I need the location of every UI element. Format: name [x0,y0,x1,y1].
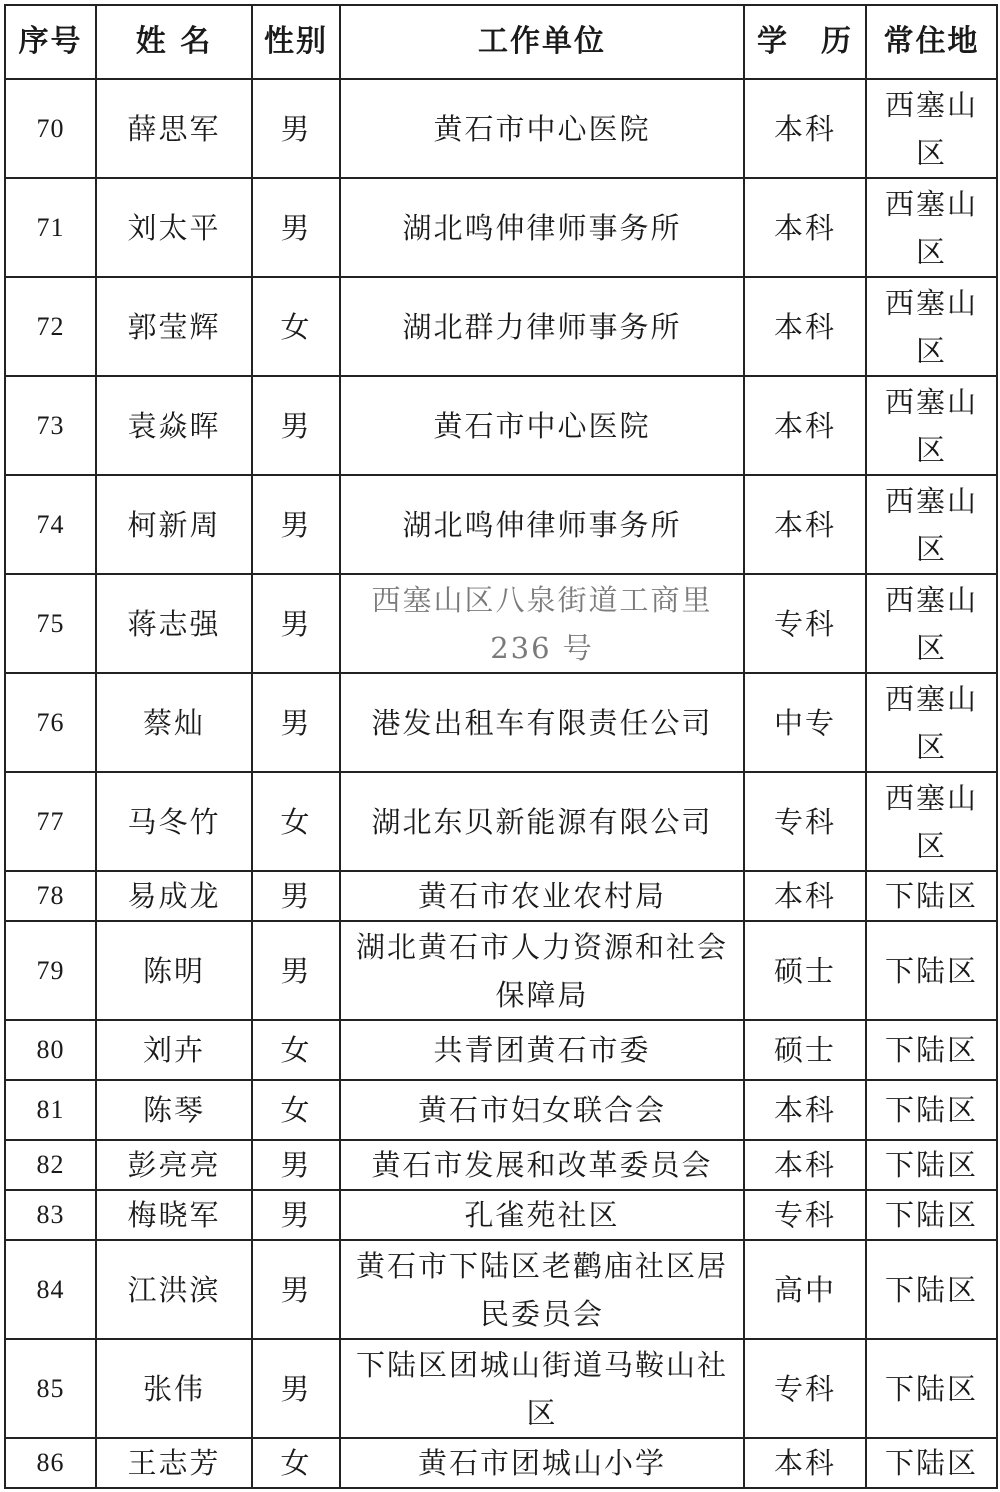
cell-residence: 下陆区 [866,1240,997,1339]
cell-unit: 黄石市妇女联合会 [340,1080,744,1140]
table-row [5,79,997,178]
cell-name: 易成龙 [96,871,252,921]
cell-name: 江洪滨 [96,1240,252,1339]
cell-name: 柯新周 [96,475,252,574]
header-gender: 性别 [252,5,340,79]
cell-num: 81 [5,1080,96,1140]
cell-gender: 男 [252,921,340,1020]
cell-name: 薛思军 [96,79,252,178]
cell-residence: 下陆区 [866,1438,997,1488]
table-row [5,871,997,921]
cell-edu: 本科 [744,1438,866,1488]
cell-edu: 高中 [744,1240,866,1339]
cell-gender: 男 [252,475,340,574]
cell-residence: 下陆区 [866,1080,997,1140]
cell-residence: 西塞山区 [866,673,997,772]
cell-residence: 西塞山区 [866,475,997,574]
cell-unit: 湖北黄石市人力资源和社会保障局 [340,921,744,1020]
cell-gender: 女 [252,1020,340,1080]
table-row [5,475,997,574]
cell-edu: 中专 [744,673,866,772]
cell-num: 84 [5,1240,96,1339]
cell-num: 75 [5,574,96,673]
cell-edu: 硕士 [744,1020,866,1080]
cell-gender: 男 [252,79,340,178]
cell-gender: 男 [252,1240,340,1339]
table-row [5,1140,997,1190]
cell-name: 梅晓军 [96,1190,252,1240]
table-row [5,921,997,1020]
cell-name: 刘太平 [96,178,252,277]
cell-num: 82 [5,1140,96,1190]
cell-name: 袁焱晖 [96,376,252,475]
cell-gender: 女 [252,1438,340,1488]
cell-num: 86 [5,1438,96,1488]
cell-gender: 男 [252,1140,340,1190]
cell-gender: 男 [252,673,340,772]
cell-residence: 下陆区 [866,921,997,1020]
cell-name: 郭莹辉 [96,277,252,376]
cell-gender: 男 [252,376,340,475]
cell-name: 王志芳 [96,1438,252,1488]
cell-unit: 黄石市农业农村局 [340,871,744,921]
cell-unit: 黄石市团城山小学 [340,1438,744,1488]
cell-edu: 本科 [744,871,866,921]
cell-num: 74 [5,475,96,574]
cell-unit: 黄石市发展和改革委员会 [340,1140,744,1190]
cell-edu: 本科 [744,1140,866,1190]
cell-edu: 专科 [744,772,866,871]
cell-name: 陈明 [96,921,252,1020]
cell-unit: 湖北鸣伸律师事务所 [340,178,744,277]
cell-unit: 下陆区团城山街道马鞍山社区 [340,1339,744,1438]
cell-unit: 黄石市下陆区老鹳庙社区居民委员会 [340,1240,744,1339]
header-name: 姓 名 [96,5,252,79]
cell-residence: 西塞山区 [866,277,997,376]
cell-edu: 本科 [744,1080,866,1140]
cell-unit: 孔雀苑社区 [340,1190,744,1240]
cell-unit: 黄石市中心医院 [340,376,744,475]
cell-gender: 女 [252,1080,340,1140]
cell-residence: 下陆区 [866,1140,997,1190]
cell-num: 79 [5,921,96,1020]
cell-num: 76 [5,673,96,772]
cell-name: 蒋志强 [96,574,252,673]
header-residence: 常住地 [866,5,997,79]
cell-residence: 西塞山区 [866,178,997,277]
table-header [5,5,997,79]
cell-residence: 西塞山区 [866,772,997,871]
cell-num: 80 [5,1020,96,1080]
table-row [5,1240,997,1339]
table-row [5,574,997,673]
table-row [5,1339,997,1438]
cell-num: 85 [5,1339,96,1438]
cell-edu: 硕士 [744,921,866,1020]
cell-name: 蔡灿 [96,673,252,772]
cell-gender: 男 [252,178,340,277]
table-row [5,376,997,475]
roster-table [4,4,998,1489]
cell-residence: 西塞山区 [866,79,997,178]
cell-unit: 西塞山区八泉街道工商里236 号 [340,574,744,673]
cell-num: 72 [5,277,96,376]
header-edu: 学 历 [744,5,866,79]
cell-edu: 本科 [744,475,866,574]
cell-residence: 下陆区 [866,1020,997,1080]
table-row [5,673,997,772]
cell-unit: 黄石市中心医院 [340,79,744,178]
table-row [5,178,997,277]
cell-gender: 男 [252,871,340,921]
cell-edu: 本科 [744,277,866,376]
cell-gender: 女 [252,772,340,871]
table-row [5,1438,997,1488]
cell-num: 77 [5,772,96,871]
cell-num: 71 [5,178,96,277]
cell-edu: 专科 [744,574,866,673]
cell-name: 刘卉 [96,1020,252,1080]
cell-gender: 男 [252,1190,340,1240]
cell-name: 陈琴 [96,1080,252,1140]
cell-residence: 西塞山区 [866,376,997,475]
cell-edu: 专科 [744,1339,866,1438]
header-row [5,5,997,79]
table-row [5,772,997,871]
cell-num: 70 [5,79,96,178]
cell-name: 马冬竹 [96,772,252,871]
cell-gender: 男 [252,574,340,673]
cell-unit: 湖北东贝新能源有限公司 [340,772,744,871]
cell-num: 78 [5,871,96,921]
table-row [5,277,997,376]
cell-edu: 专科 [744,1190,866,1240]
header-unit: 工作单位 [340,5,744,79]
table-row [5,1190,997,1240]
cell-num: 73 [5,376,96,475]
cell-residence: 下陆区 [866,1339,997,1438]
cell-name: 彭亮亮 [96,1140,252,1190]
cell-gender: 女 [252,277,340,376]
table-row [5,1080,997,1140]
cell-gender: 男 [252,1339,340,1438]
table-body [5,79,997,1488]
cell-unit: 湖北群力律师事务所 [340,277,744,376]
cell-residence: 下陆区 [866,871,997,921]
cell-edu: 本科 [744,79,866,178]
cell-edu: 本科 [744,376,866,475]
cell-unit: 共青团黄石市委 [340,1020,744,1080]
cell-num: 83 [5,1190,96,1240]
cell-unit: 港发出租车有限责任公司 [340,673,744,772]
header-num: 序号 [5,5,96,79]
cell-residence: 下陆区 [866,1190,997,1240]
cell-edu: 本科 [744,178,866,277]
cell-unit: 湖北鸣伸律师事务所 [340,475,744,574]
table-row [5,1020,997,1080]
cell-residence: 西塞山区 [866,574,997,673]
cell-name: 张伟 [96,1339,252,1438]
